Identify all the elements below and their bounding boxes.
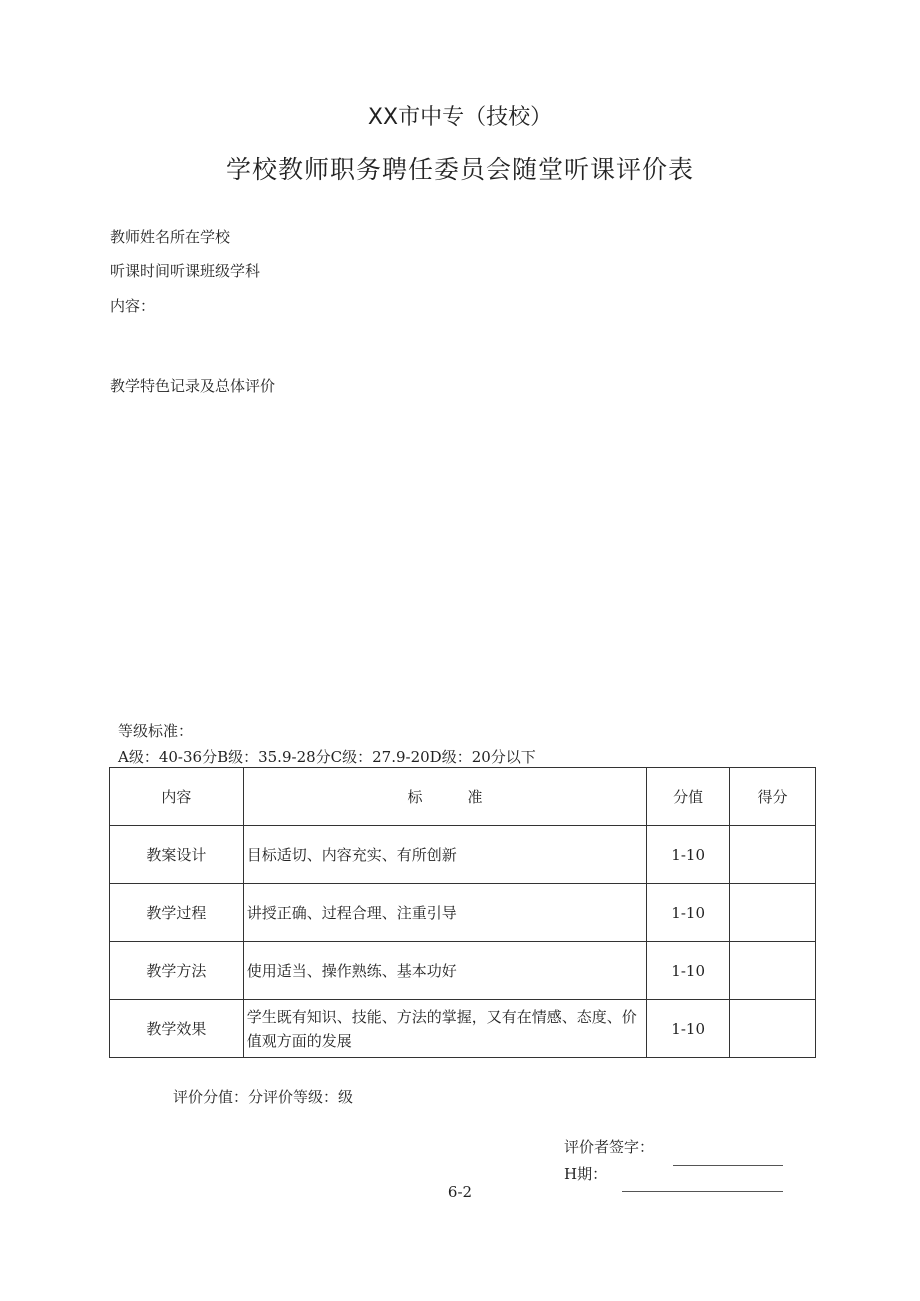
row-standard: 目标适切、内容充实、有所创新 [243, 826, 646, 884]
score-cell[interactable] [730, 1000, 816, 1058]
row-range: 1-10 [647, 942, 730, 1000]
row-range: 1-10 [647, 1000, 730, 1058]
table-row [110, 826, 816, 884]
row-range: 1-10 [647, 826, 730, 884]
score-cell[interactable] [730, 826, 816, 884]
teacher-info-line: 教师姓名所在学校 [110, 228, 231, 246]
row-item: 教学效果 [110, 1000, 244, 1058]
score-cell[interactable] [730, 884, 816, 942]
row-item: 教学过程 [110, 884, 244, 942]
table-row [110, 884, 816, 942]
evaluator-signature-label: 评价者签字： [564, 1138, 655, 1156]
summary-line: 评价分值：分评价等级：级 [173, 1088, 354, 1106]
teaching-features-label: 教学特色记录及总体评价 [110, 377, 276, 395]
grade-scale: A级：40-36分B级：35.9-28分C级：27.9-20D级：20分以下 [118, 748, 536, 766]
row-standard: 讲授正确、过程合理、注重引导 [243, 884, 646, 942]
table-header-row [110, 768, 816, 826]
content-label: 内容： [110, 297, 156, 315]
row-range: 1-10 [647, 884, 730, 942]
row-item: 教学方法 [110, 942, 244, 1000]
school-heading: XX市中专（技校） [367, 105, 553, 130]
class-info-line: 听课时间听课班级学科 [110, 262, 261, 280]
evaluator-signature-line[interactable] [673, 1151, 783, 1170]
header-content: 内容 [110, 768, 244, 826]
grade-standard-label: 等级标准： [118, 722, 194, 740]
evaluation-table [109, 767, 816, 1058]
page-number: 6-2 [447, 1183, 473, 1201]
header-standard: 标 准 [243, 768, 646, 826]
table-row [110, 1000, 816, 1058]
row-standard: 学生既有知识、技能、方法的掌握，又有在情感、态度、价值观方面的发展 [243, 1000, 646, 1058]
table-row [110, 942, 816, 1000]
date-label: H期： [564, 1165, 608, 1183]
header-score: 得分 [730, 768, 816, 826]
row-item: 教案设计 [110, 826, 244, 884]
score-cell[interactable] [730, 942, 816, 1000]
row-standard: 使用适当、操作熟练、基本功好 [243, 942, 646, 1000]
header-range: 分值 [647, 768, 730, 826]
form-title: 学校教师职务聘任委员会随堂听课评价表 [225, 155, 694, 184]
